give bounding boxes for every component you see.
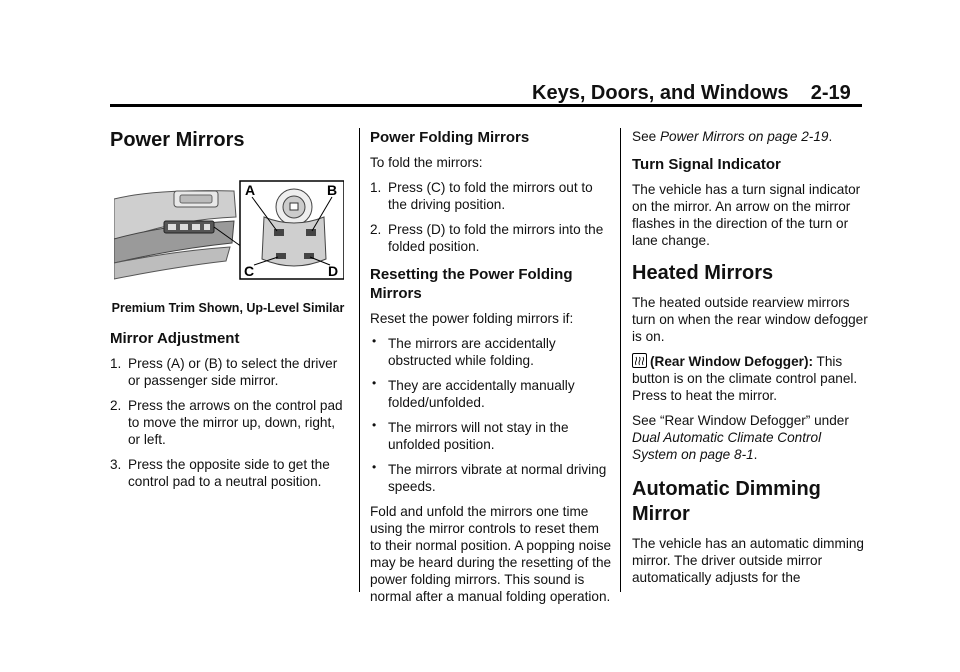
page-number: 2-19 bbox=[810, 82, 851, 104]
label-a: A bbox=[245, 182, 256, 198]
header-rule bbox=[110, 104, 862, 107]
list-item: • They are accidentally manually folded/unfolded. bbox=[372, 376, 575, 410]
page-header bbox=[532, 82, 851, 105]
list-item: 1. Press (A) or (B) to select the driver or passenger side mirror. bbox=[110, 356, 338, 388]
list-item: 2. Press the arrows on the control pad to move the mirror up, down, right, or left. bbox=[110, 398, 343, 447]
label-d: D bbox=[328, 263, 339, 279]
column-divider bbox=[359, 128, 360, 592]
section-title-power-mirrors: Power Mirrors bbox=[110, 129, 245, 151]
list-item: • The mirrors are accidentally obstructed while folding. bbox=[372, 334, 556, 368]
heated-paragraph: The heated outside rearview mirrors turn on when the rear window defogger is on. bbox=[632, 295, 868, 344]
see-reference: See Power Mirrors on page 2-19. bbox=[632, 129, 833, 144]
header-title: Keys, Doors, and Windows bbox=[532, 82, 789, 104]
label-b: B bbox=[327, 182, 338, 198]
column-divider bbox=[620, 128, 621, 592]
list-item: 3. Press the opposite side to get the control pad to a neutral position. bbox=[110, 457, 330, 489]
figure-caption: Premium Trim Shown, Up-Level Similar bbox=[111, 301, 345, 315]
reset-paragraph: Fold and unfold the mirrors one time using the mirror controls to reset them to their normal position. A popping noise may be heard during the resetting of the power folding mirrors. This sound is normal after a manual folding operation. bbox=[370, 504, 612, 604]
column-2 bbox=[370, 128, 614, 613]
auto-paragraph: The vehicle has an automatic dimming mirror. The driver outside mirror automatically adjusts for the bbox=[632, 536, 864, 585]
door-panel-drawing bbox=[114, 191, 242, 279]
column-1 bbox=[110, 128, 346, 498]
section-title-heated-mirrors: Heated Mirrors bbox=[632, 262, 774, 284]
section-title-auto-dimming: Automatic Dimming Mirror bbox=[632, 478, 821, 525]
subhead-turn-signal: Turn Signal Indicator bbox=[632, 156, 781, 173]
label-c: C bbox=[244, 263, 255, 279]
subhead-mirror-adjustment: Mirror Adjustment bbox=[110, 330, 240, 347]
subhead-power-folding: Power Folding Mirrors bbox=[370, 129, 530, 146]
reset-intro: Reset the power folding mirrors if: bbox=[370, 311, 574, 326]
rear-defogger-icon bbox=[632, 353, 647, 368]
list-item: • The mirrors will not stay in the unfolded position. bbox=[372, 418, 569, 452]
folding-intro: To fold the mirrors: bbox=[370, 155, 483, 170]
turn-paragraph: The vehicle has a turn signal indicator on the mirror. An arrow on the mirror flashes in the direction of the turn or lane change. bbox=[632, 182, 861, 248]
mirror-control-figure bbox=[114, 177, 346, 286]
see-reference-2: See “Rear Window Defogger” under Dual Automatic Climate Control System on page 8-1. bbox=[632, 413, 849, 462]
defogger-paragraph: (Rear Window Defogger): This button is on the climate control panel. Press to heat the mirror. bbox=[632, 354, 858, 403]
list-item: • The mirrors vibrate at normal driving speeds. bbox=[372, 460, 607, 494]
list-item: 2. Press (D) to fold the mirrors into the folded position. bbox=[370, 222, 604, 254]
subhead-resetting: Resetting the Power Folding Mirrors bbox=[370, 266, 573, 302]
list-item: 1. Press (C) to fold the mirrors out to the driving position. bbox=[370, 180, 593, 212]
column-3 bbox=[632, 128, 868, 594]
mirror-control-illustration bbox=[114, 177, 344, 282]
